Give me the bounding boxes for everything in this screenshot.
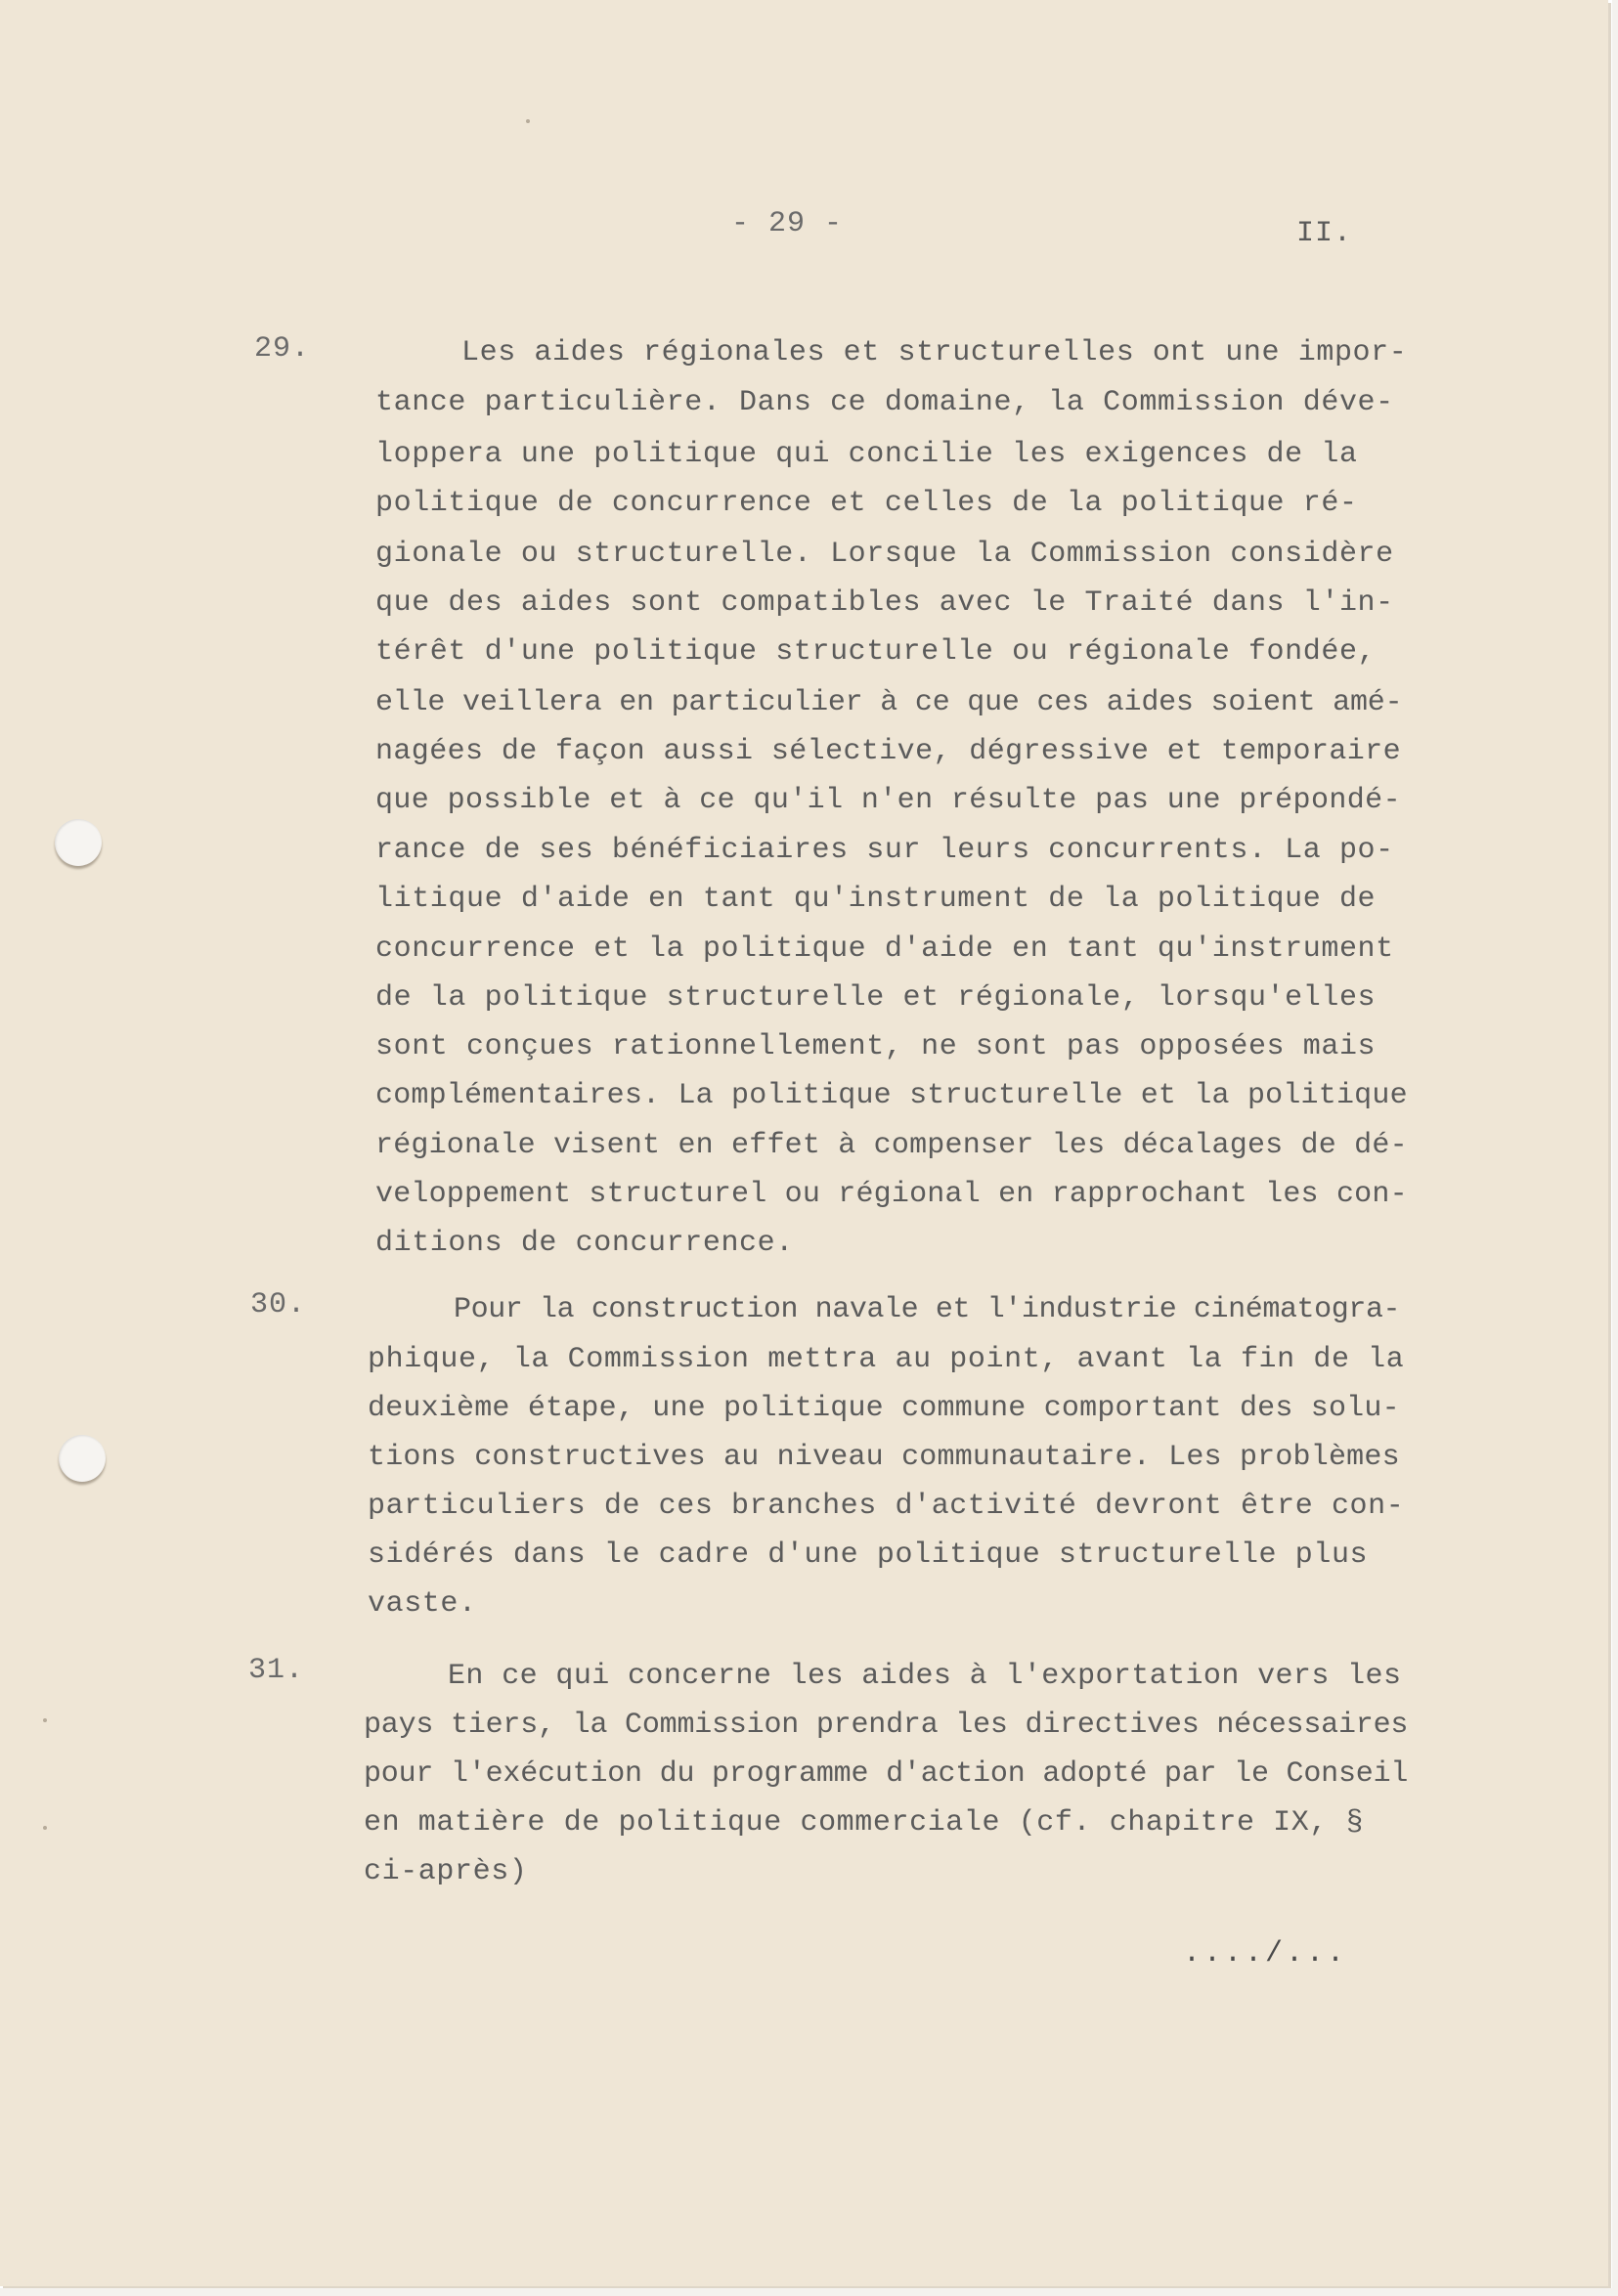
- text-line: que possible et à ce qu'il n'en résulte pas une prépondé-: [375, 784, 1401, 817]
- text-line: phique, la Commission mettra au point, avant la fin de la: [368, 1343, 1405, 1376]
- paragraph-number: 29.: [254, 332, 311, 366]
- page-number: - 29 -: [731, 207, 844, 240]
- text-line: régionale visent en effet à compenser les décalages de dé-: [375, 1129, 1408, 1162]
- text-line: deuxième étape, une politique commune comportant des solu-: [368, 1392, 1400, 1425]
- text-line: pays tiers, la Commission prendra les directives nécessaires: [364, 1709, 1409, 1742]
- text-line: politique de concurrence et celles de la politique ré-: [375, 487, 1358, 520]
- text-line: loppera une politique qui concilie les exigences de la: [375, 438, 1358, 471]
- scan-border-right: [1612, 0, 1618, 2296]
- text-line: Pour la construction navale et l'industrie cinématogra-: [454, 1293, 1401, 1326]
- text-line: litique d'aide en tant qu'instrument de la politique de: [375, 883, 1377, 916]
- paragraph-number: 31.: [248, 1654, 305, 1687]
- punch-hole-upper: [55, 819, 102, 866]
- text-line: de la politique structurelle et régionale, lorsqu'elles: [375, 981, 1377, 1015]
- text-line: nagées de façon aussi sélective, dégressive et temporaire: [375, 735, 1401, 768]
- text-line: térêt d'une politique structurelle ou régionale fondée,: [375, 635, 1377, 669]
- text-line: tions constructives au niveau communautaire. Les problèmes: [368, 1441, 1400, 1474]
- paper-speck: [43, 1826, 47, 1830]
- annex-marker: II.: [1296, 217, 1353, 250]
- paper-speck: [43, 1718, 47, 1722]
- scan-border-bottom: [0, 2288, 1618, 2296]
- text-line: veloppement structurel ou régional en rapprochant les con-: [375, 1178, 1408, 1211]
- text-line: complémentaires. La politique structurelle et la politique: [375, 1079, 1408, 1112]
- text-line: elle veillera en particulier à ce que ces aides soient amé-: [375, 686, 1403, 719]
- text-line: sont conçues rationnellement, ne sont pas opposées mais: [375, 1030, 1377, 1063]
- text-line: gionale ou structurelle. Lorsque la Commission considère: [375, 538, 1394, 571]
- paragraph-number: 30.: [250, 1288, 307, 1321]
- text-line: en matière de politique commerciale (cf. chapitre IX, §: [364, 1806, 1365, 1840]
- punch-hole-lower: [59, 1435, 106, 1482]
- text-line: En ce qui concerne les aides à l'exportation vers les: [448, 1660, 1402, 1693]
- text-line: pour l'exécution du programme d'action adopté par le Conseil: [364, 1757, 1409, 1791]
- text-line: particuliers de ces branches d'activité devront être con-: [368, 1490, 1405, 1523]
- continuation-mark: ..../...: [1183, 1937, 1348, 1971]
- text-line: que des aides sont compatibles avec le Traité dans l'in-: [375, 586, 1394, 620]
- text-line: ci-après): [364, 1855, 528, 1888]
- text-line: sidérés dans le cadre d'une politique structurelle plus: [368, 1538, 1369, 1572]
- text-line: concurrence et la politique d'aide en tant qu'instrument: [375, 932, 1394, 966]
- text-line: Les aides régionales et structurelles ont une impor-: [461, 336, 1408, 369]
- paper-speck: [526, 119, 530, 123]
- text-line: tance particulière. Dans ce domaine, la Commission déve-: [375, 386, 1394, 419]
- text-line: ditions de concurrence.: [375, 1227, 794, 1260]
- text-line: rance de ses bénéficiaires sur leurs concurrents. La po-: [375, 834, 1394, 867]
- text-line: vaste.: [368, 1587, 477, 1621]
